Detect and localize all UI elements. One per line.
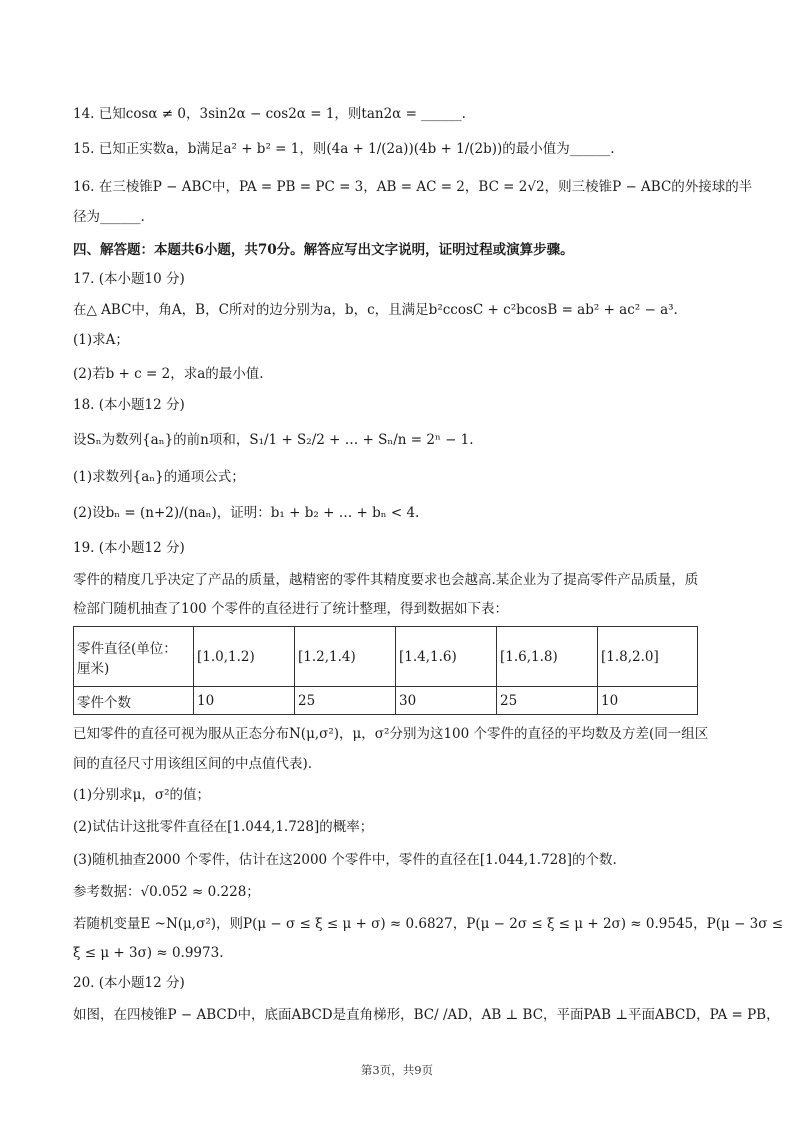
table-cell: 零件直径(单位：厘米) <box>74 627 194 687</box>
reference-data: 参考数据：√0.052 ≈ 0.228； <box>73 884 260 900</box>
table-row <box>74 687 698 715</box>
question-16: 16. 在三棱锥P − ABC中，PA = PB = PC = 3，AB = AC = 2，BC = 2√2，则三棱锥P − ABC的外接球的半 <box>73 179 753 195</box>
question-20-text: 如图，在四棱锥P − ABCD中，底面ABCD是直角梯形，BC/ /AD，AB ⊥ BC，平面PAB ⊥平面ABCD，PA = PB， <box>73 1007 780 1023</box>
question-18-part-2: (2)设bₙ = (n+2)/(naₙ)，证明：b₁ + b₂ + … + bₙ < 4. <box>73 505 420 521</box>
question-15: 15. 已知正实数a，b满足a² + b² = 1，则(4a + 1/(2a))(4b + 1/(2b))的最小值为______. <box>73 141 615 157</box>
table-cell: 25 <box>497 687 598 715</box>
question-17-header: 17. (本小题10 分) <box>73 271 185 287</box>
question-18-header: 18. (本小题12 分) <box>73 397 185 413</box>
question-19-text-4: 间的直径尺寸用该组区间的中点值代表). <box>73 756 313 772</box>
reference-data-probabilities: 若随机变量E ~N(μ,σ²)，则P(μ − σ ≤ ξ ≤ μ + σ) ≈ 0.6827，P(μ − 2σ ≤ ξ ≤ μ + 2σ) ≈ 0.9545，P(μ − 3σ ≤ <box>73 916 784 932</box>
question-19-part-1: (1)分别求μ，σ²的值； <box>73 787 211 803</box>
question-19-text-1: 零件的精度几乎决定了产品的质量，越精密的零件其精度要求也会越高.某企业为了提高零件产品质量，质 <box>73 572 699 588</box>
question-18-text: 设Sₙ为数列{aₙ}的前n项和，S₁/1 + S₂/2 + … + Sₙ/n = 2ⁿ − 1. <box>73 432 474 448</box>
page-number: 第3页，共9页 <box>360 1063 434 1077</box>
question-20-header: 20. (本小题12 分) <box>73 975 185 991</box>
table-cell: 25 <box>295 687 396 715</box>
question-19-part-3: (3)随机抽查2000 个零件，估计在这2000 个零件中，零件的直径在[1.044,1.728]的个数. <box>73 852 617 868</box>
reference-data-probabilities-continued: ξ ≤ μ + 3σ) ≈ 0.9973. <box>73 945 224 961</box>
diameter-table <box>73 626 698 715</box>
table-cell: [1.2,1.4) <box>295 627 396 687</box>
question-17-text: 在△ ABC中，角A，B，C所对的边分别为a，b，c，且满足b²ccosC + c²bcosB = ab² + ac² − a³. <box>73 302 678 318</box>
table-cell: [1.6,1.8) <box>497 627 598 687</box>
table-cell: 10 <box>194 687 295 715</box>
question-17-part-1: (1)求A； <box>73 332 129 348</box>
question-17-part-2: (2)若b + c = 2，求a的最小值. <box>73 366 264 382</box>
table-cell: [1.0,1.2) <box>194 627 295 687</box>
table-cell: [1.4,1.6) <box>396 627 497 687</box>
section-heading: 四、解答题：本题共6小题，共70分。解答应写出文字说明，证明过程或演算步骤。 <box>73 242 574 258</box>
question-19-part-2: (2)试估计这批零件直径在[1.044,1.728]的概率； <box>73 819 374 835</box>
question-19-text-2: 检部门随机抽查了100 个零件的直径进行了统计整理，得到数据如下表： <box>73 601 509 617</box>
question-18-part-1: (1)求数列{aₙ}的通项公式； <box>73 469 245 485</box>
question-16-continued: 径为______. <box>73 209 145 225</box>
table-row <box>74 627 698 687</box>
question-14: 14. 已知cosα ≠ 0，3sin2α − cos2α = 1，则tan2α = ______. <box>73 106 466 122</box>
table-cell: 零件个数 <box>74 687 194 715</box>
table-cell: 30 <box>396 687 497 715</box>
question-19-text-3: 已知零件的直径可视为服从正态分布N(μ,σ²)，μ，σ²分别为这100 个零件的直径的平均数及方差(同一组区 <box>73 726 709 742</box>
table-cell: 10 <box>598 687 698 715</box>
table-cell: [1.8,2.0] <box>598 627 698 687</box>
question-19-header: 19. (本小题12 分) <box>73 540 185 556</box>
